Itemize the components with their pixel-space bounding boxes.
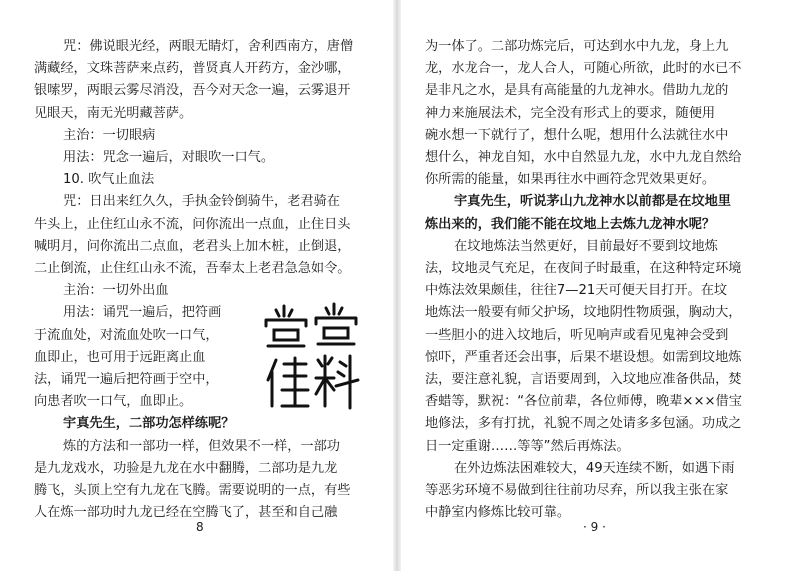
text-line: 主治：一切眼病 <box>63 127 156 143</box>
text-line: 一些胆小的进入坟地后，听见响声或看见鬼神会受到 <box>425 327 729 343</box>
right-text-column <box>425 36 769 524</box>
text-line: 见眼天，南无光明藏菩萨。 <box>34 105 193 121</box>
text-line: 地炼法一般要有师父护场，坟地阴性物质强，胸动大， <box>425 305 742 321</box>
text-line: 二止倒流，止住红山永不流，吾奉太上老君急急如令。 <box>34 261 351 277</box>
text-line: 人在炼一部功时九龙已经在空腾飞了，甚至和自己融 <box>34 505 338 521</box>
interview-question: 炼出来的，我们能不能在坟地上去炼九龙神水呢？ <box>425 216 716 232</box>
talisman-block <box>34 302 364 413</box>
text-line: 咒：日出来红久久，手执金铃倒骑牛，老君骑在 <box>63 194 340 210</box>
text-line: 你所需的能量，如果再往水中画符念咒效果更好。 <box>425 172 716 188</box>
talisman-glyph-illustration <box>254 302 362 412</box>
text-line: 法，坟地灵气充足，在夜间子时最重，在这种特定环境 <box>425 261 742 277</box>
text-line: 喊明月，问你流出二点血，老君头上加木桩，止倒退， <box>34 238 351 254</box>
text-line: 中静室内修炼比较可靠。 <box>425 505 571 521</box>
text-line: 牛头上，止住红山永不流，问你流出一点血，止住日头 <box>34 216 351 232</box>
text-line: 碗水想一下就行了，想什么呢，想用什么法就往水中 <box>425 127 729 143</box>
text-line: 想什么，神龙自知，水中自然显九龙，水中九龙自然给 <box>425 150 742 166</box>
text-line: 神力来施展法术，完全没有形式上的要求，随便用 <box>425 105 716 121</box>
interview-question: 宇真先生，听说茅山九龙神水以前都是在坟地里 <box>454 194 731 210</box>
text-line: 主治：一切外出血 <box>63 283 169 299</box>
text-line: 法，要注意礼貌，言语要周到，入坟地应准备供品，焚 <box>425 372 742 388</box>
text-line: 于流血处，对流血处吹一口气， <box>34 327 219 343</box>
text-line: 地修法，多有打扰，礼貌不周之处请多多包涵。功成之 <box>425 416 742 432</box>
text-line: 炼的方法和一部功一样，但效果不一样，一部功 <box>63 438 340 454</box>
text-line: 在坟地炼法当然更好，目前最好不要到坟地炼 <box>454 238 718 254</box>
text-line: 咒：佛说眼光经，两眼无睛灯，舍利西南方，唐僧 <box>63 39 354 54</box>
text-line: 是非凡之水，是具有高能量的九龙神水。借助九龙的 <box>425 83 729 99</box>
page-number: · 9 · <box>583 520 606 534</box>
text-line: 向患者吹一口气，血即止。 <box>34 394 193 410</box>
text-line: 为一体了。二部功炼完后，可达到水中九龙，身上九 <box>425 39 729 54</box>
text-line: 银嗦罗，两眼云雾尽消没，吾今对天念一遍，云雾退开 <box>34 83 351 99</box>
left-text-column <box>34 36 364 524</box>
text-line: 腾飞，头顶上空有九龙在飞腾。需要说明的一点，有些 <box>34 483 351 499</box>
text-line: 用法：诵咒一遍后，把符画 <box>63 305 222 321</box>
text-line: 血即止，也可用于远距离止血 <box>34 349 206 365</box>
text-line: 满藏经，文珠菩萨来点药，普贤真人开药方，金沙哪， <box>34 61 351 77</box>
text-line: 用法：咒念一遍后，对眼吹一口气。 <box>63 150 275 166</box>
section-heading: 10. 吹气止血法 <box>63 172 155 188</box>
page-number: 8 <box>196 520 204 534</box>
interview-question: 宇真先生，二部功怎样练呢？ <box>63 416 235 432</box>
text-line: 香蜡等，默祝：“各位前辈，各位师傅，晚辈×××借宝 <box>425 394 742 410</box>
text-line: 等恶劣环境不易做到往往前功尽弃，所以我主张在家 <box>425 483 729 499</box>
text-line: 在外边炼法困难较大，49天连续不断，如遇下雨 <box>454 460 735 476</box>
text-line: 惊吓，严重者还会出事，后果不堪设想。如需到坟地炼 <box>425 349 742 365</box>
text-line: 中炼法效果颇佳，往往7—21天可便天目打开。在坟 <box>425 283 728 299</box>
text-line: 日一定重谢……等等”然后再炼法。 <box>425 438 630 454</box>
text-line: 是九龙戏水，功验是九龙在水中翻腾，二部功是九龙 <box>34 460 338 476</box>
text-line: 龙，水龙合一，龙人合人，可随心所欲，此时的水已不 <box>425 61 742 77</box>
text-line: 法，诵咒一遍后把符画于空中， <box>34 372 219 388</box>
right-page <box>397 0 793 571</box>
